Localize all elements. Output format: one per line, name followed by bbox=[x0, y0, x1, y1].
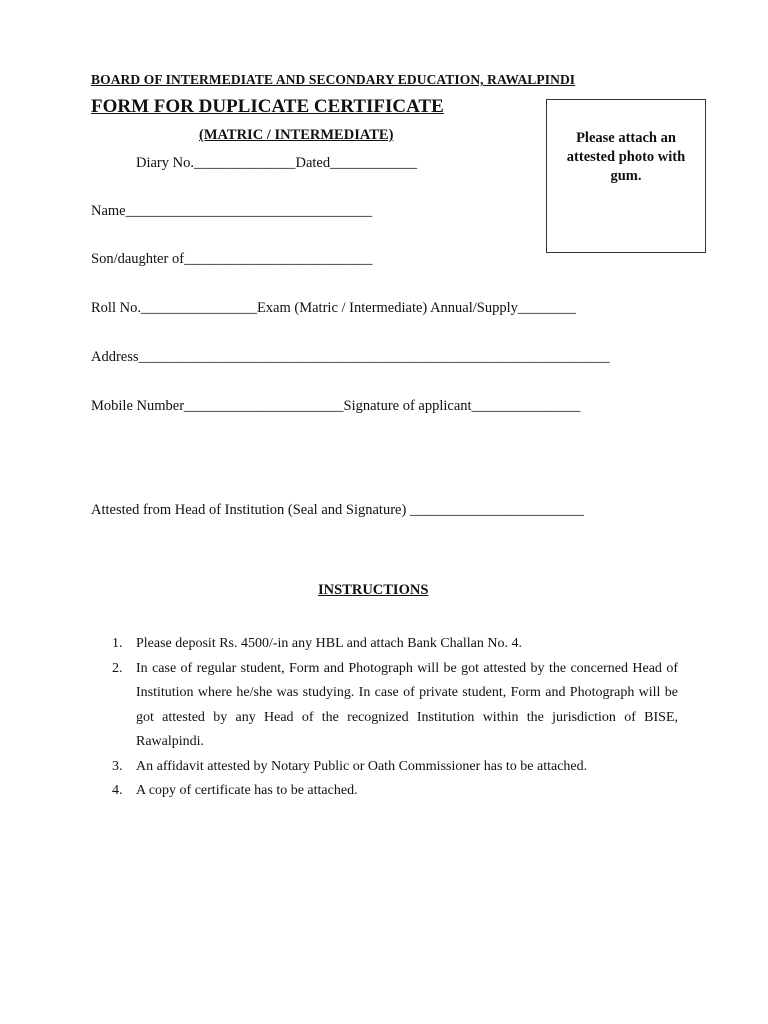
instructions-heading: INSTRUCTIONS bbox=[318, 582, 429, 598]
board-name: BOARD OF INTERMEDIATE AND SECONDARY EDUCATION, RAWALPINDI bbox=[91, 72, 576, 87]
mobile-signature-field: Mobile Number______________________Signature of applicant_______________ bbox=[91, 398, 581, 414]
name-field: Name__________________________________ bbox=[91, 203, 373, 219]
list-item-number: 4. bbox=[112, 783, 123, 798]
list-item-text: An affidavit attested by Notary Public or Oath Commissioner has to be attached. bbox=[136, 758, 588, 774]
list-item-text: In case of regular student, Form and Photograph will be got attested by the concerned Head of Institution where he/she was studying. In case of private student, Form and Photograph will be got attested by any Head of the recognized Institution within the jurisdiction of BISE, Rawalpindi. bbox=[136, 660, 678, 749]
form-subtitle: (MATRIC / INTERMEDIATE) bbox=[199, 127, 394, 143]
list-item bbox=[112, 632, 678, 657]
list-item bbox=[112, 657, 678, 755]
list-item-number: 3. bbox=[112, 758, 123, 774]
diary-field: Diary No.______________Dated____________ bbox=[136, 155, 418, 171]
list-item-text: A copy of certificate has to be attached. bbox=[136, 783, 358, 798]
list-item-number: 1. bbox=[112, 636, 123, 651]
list-item bbox=[112, 755, 678, 780]
list-item-number: 2. bbox=[112, 660, 123, 676]
instructions-list bbox=[112, 632, 678, 804]
roll-exam-field: Roll No.________________Exam (Matric / Intermediate) Annual/Supply________ bbox=[91, 300, 576, 316]
list-item bbox=[112, 779, 678, 804]
form-title: FORM FOR DUPLICATE CERTIFICATE bbox=[91, 96, 444, 117]
list-item-text: Please deposit Rs. 4500/-in any HBL and attach Bank Challan No. 4. bbox=[136, 636, 522, 651]
son-daughter-field: Son/daughter of__________________________ bbox=[91, 251, 373, 267]
photo-attach-box bbox=[546, 99, 706, 253]
attested-field: Attested from Head of Institution (Seal and Signature) ________________________ bbox=[91, 502, 584, 518]
address-field: Address_________________________________________________________________ bbox=[91, 349, 610, 365]
photo-box-text: Please attach an attested photo with gum. bbox=[566, 130, 686, 184]
